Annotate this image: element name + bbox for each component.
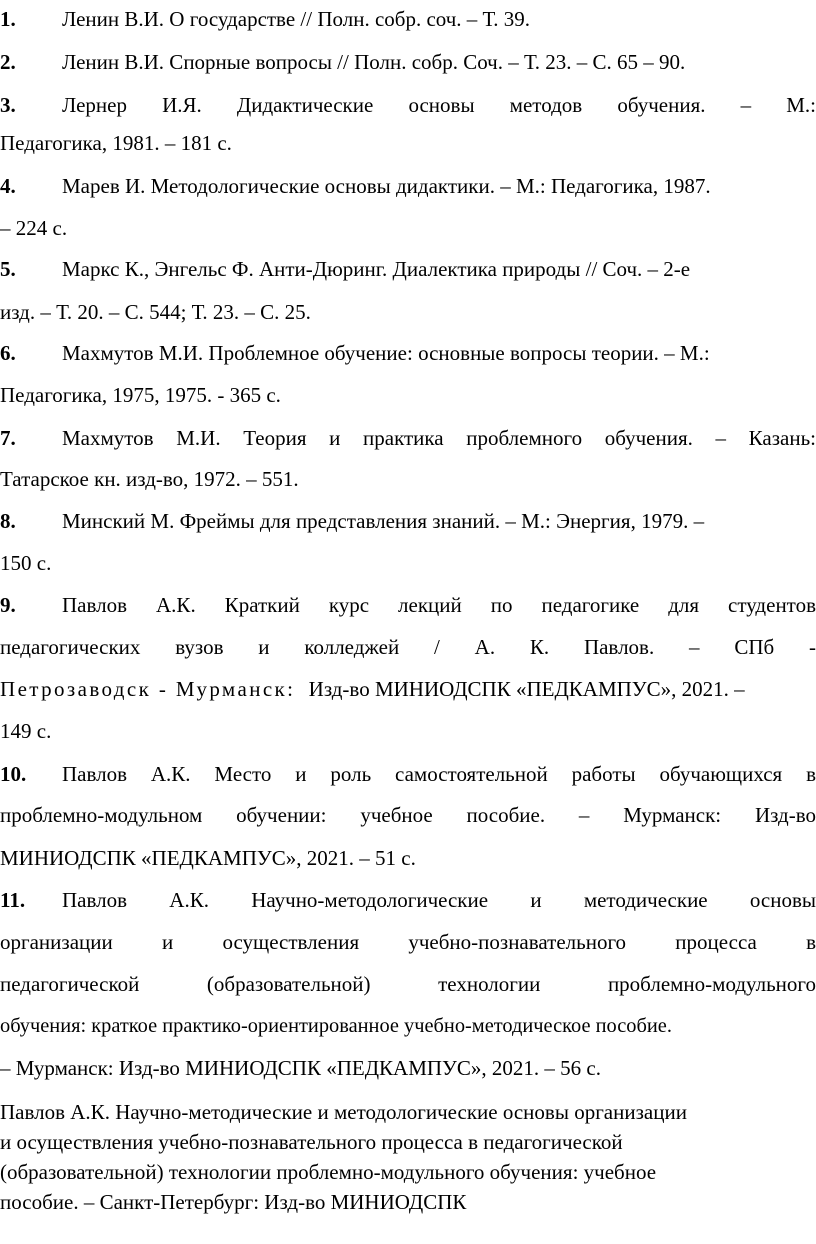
reference-number: 2. xyxy=(0,50,16,74)
reference-continuation: Педагогика, 1981. – 181 с. xyxy=(0,131,232,155)
reference-continuation: МИНИОДСПК «ПЕДКАМПУС», 2021. – 51 с. xyxy=(0,846,416,870)
reference-continuation: 149 с. xyxy=(0,719,52,743)
reference-continuation: организации и осуществления учебно-познавательного процесса в xyxy=(0,930,816,954)
reference-text: Марев И. Методологические основы дидактики. – М.: Педагогика, 1987. xyxy=(62,174,711,198)
reference-continuation: Татарское кн. изд-во, 1972. – 551. xyxy=(0,467,299,491)
trailing-line: (образовательной) технологии проблемно-модульного обучения: учебное xyxy=(0,1160,657,1184)
reference-text: Павлов А.К. Место и роль самостоятельной работы обучающихся в xyxy=(62,762,816,786)
reference-text: Минский М. Фреймы для представления знаний. – М.: Энергия, 1979. – xyxy=(62,509,705,533)
reference-number: 3. xyxy=(0,93,16,117)
reference-text: Махмутов М.И. Проблемное обучение: основные вопросы теории. – М.: xyxy=(62,341,710,365)
reference-continuation: педагогической (образовательной) технологии проблемно-модульного xyxy=(0,972,816,996)
reference-number: 5. xyxy=(0,257,16,281)
reference-number: 8. xyxy=(0,509,16,533)
reference-continuation: педагогических вузов и колледжей / А. К. Павлов. – СПб - xyxy=(0,635,816,659)
trailing-line: и осуществления учебно-познавательного процесса в педагогической xyxy=(0,1130,623,1154)
reference-text: Павлов А.К. Научно-методологические и методические основы xyxy=(62,888,816,912)
reference-number: 4. xyxy=(0,174,16,198)
reference-number: 7. xyxy=(0,426,16,450)
trailing-paragraph xyxy=(0,1097,816,1217)
reference-text: Ленин В.И. Спорные вопросы // Полн. собр. Соч. – Т. 23. – С. 65 – 90. xyxy=(62,50,686,74)
reference-number: 10. xyxy=(0,762,27,786)
reference-continuation: проблемно-модульном обучении: учебное пособие. – Мурманск: Изд-во xyxy=(0,803,816,827)
reference-continuation: обучения: краткое практико-ориентированное учебно-методическое пособие. xyxy=(0,1015,672,1037)
reference-continuation: – 224 с. xyxy=(0,216,68,240)
reference-continuation: – Мурманск: Изд-во МИНИОДСПК «ПЕДКАМПУС», 2021. – 56 с. xyxy=(0,1056,601,1080)
reference-text: Изд-во МИНИОДСПК «ПЕДКАМПУС», 2021. – xyxy=(308,677,745,701)
reference-number: 11. xyxy=(0,888,26,912)
reference-text: Маркс К., Энгельс Ф. Анти-Дюринг. Диалектика природы // Соч. – 2-е xyxy=(62,257,691,281)
reference-text-spaced: Петрозаводск - Мурманск: xyxy=(0,677,296,701)
reference-number: 6. xyxy=(0,341,16,365)
trailing-line: пособие. – Санкт-Петербург: Изд-во МИНИОДСПК xyxy=(0,1190,467,1214)
trailing-line: Павлов А.К. Научно-методические и методологические основы организации xyxy=(0,1100,687,1124)
reference-continuation xyxy=(0,676,816,702)
reference-continuation: 150 с. xyxy=(0,551,52,575)
reference-text: Ленин В.И. О государстве // Полн. собр. соч. – Т. 39. xyxy=(62,7,531,31)
reference-text: Лернер И.Я. Дидактические основы методов обучения. – М.: xyxy=(62,93,816,117)
reference-number: 1. xyxy=(0,7,16,31)
reference-continuation: Педагогика, 1975, 1975. - 365 с. xyxy=(0,383,281,407)
reference-continuation: изд. – Т. 20. – С. 544; Т. 23. – С. 25. xyxy=(0,300,311,324)
reference-text: Махмутов М.И. Теория и практика проблемного обучения. – Казань: xyxy=(62,426,816,450)
reference-number: 9. xyxy=(0,593,16,617)
reference-text: Павлов А.К. Краткий курс лекций по педагогике для студентов xyxy=(62,593,816,617)
